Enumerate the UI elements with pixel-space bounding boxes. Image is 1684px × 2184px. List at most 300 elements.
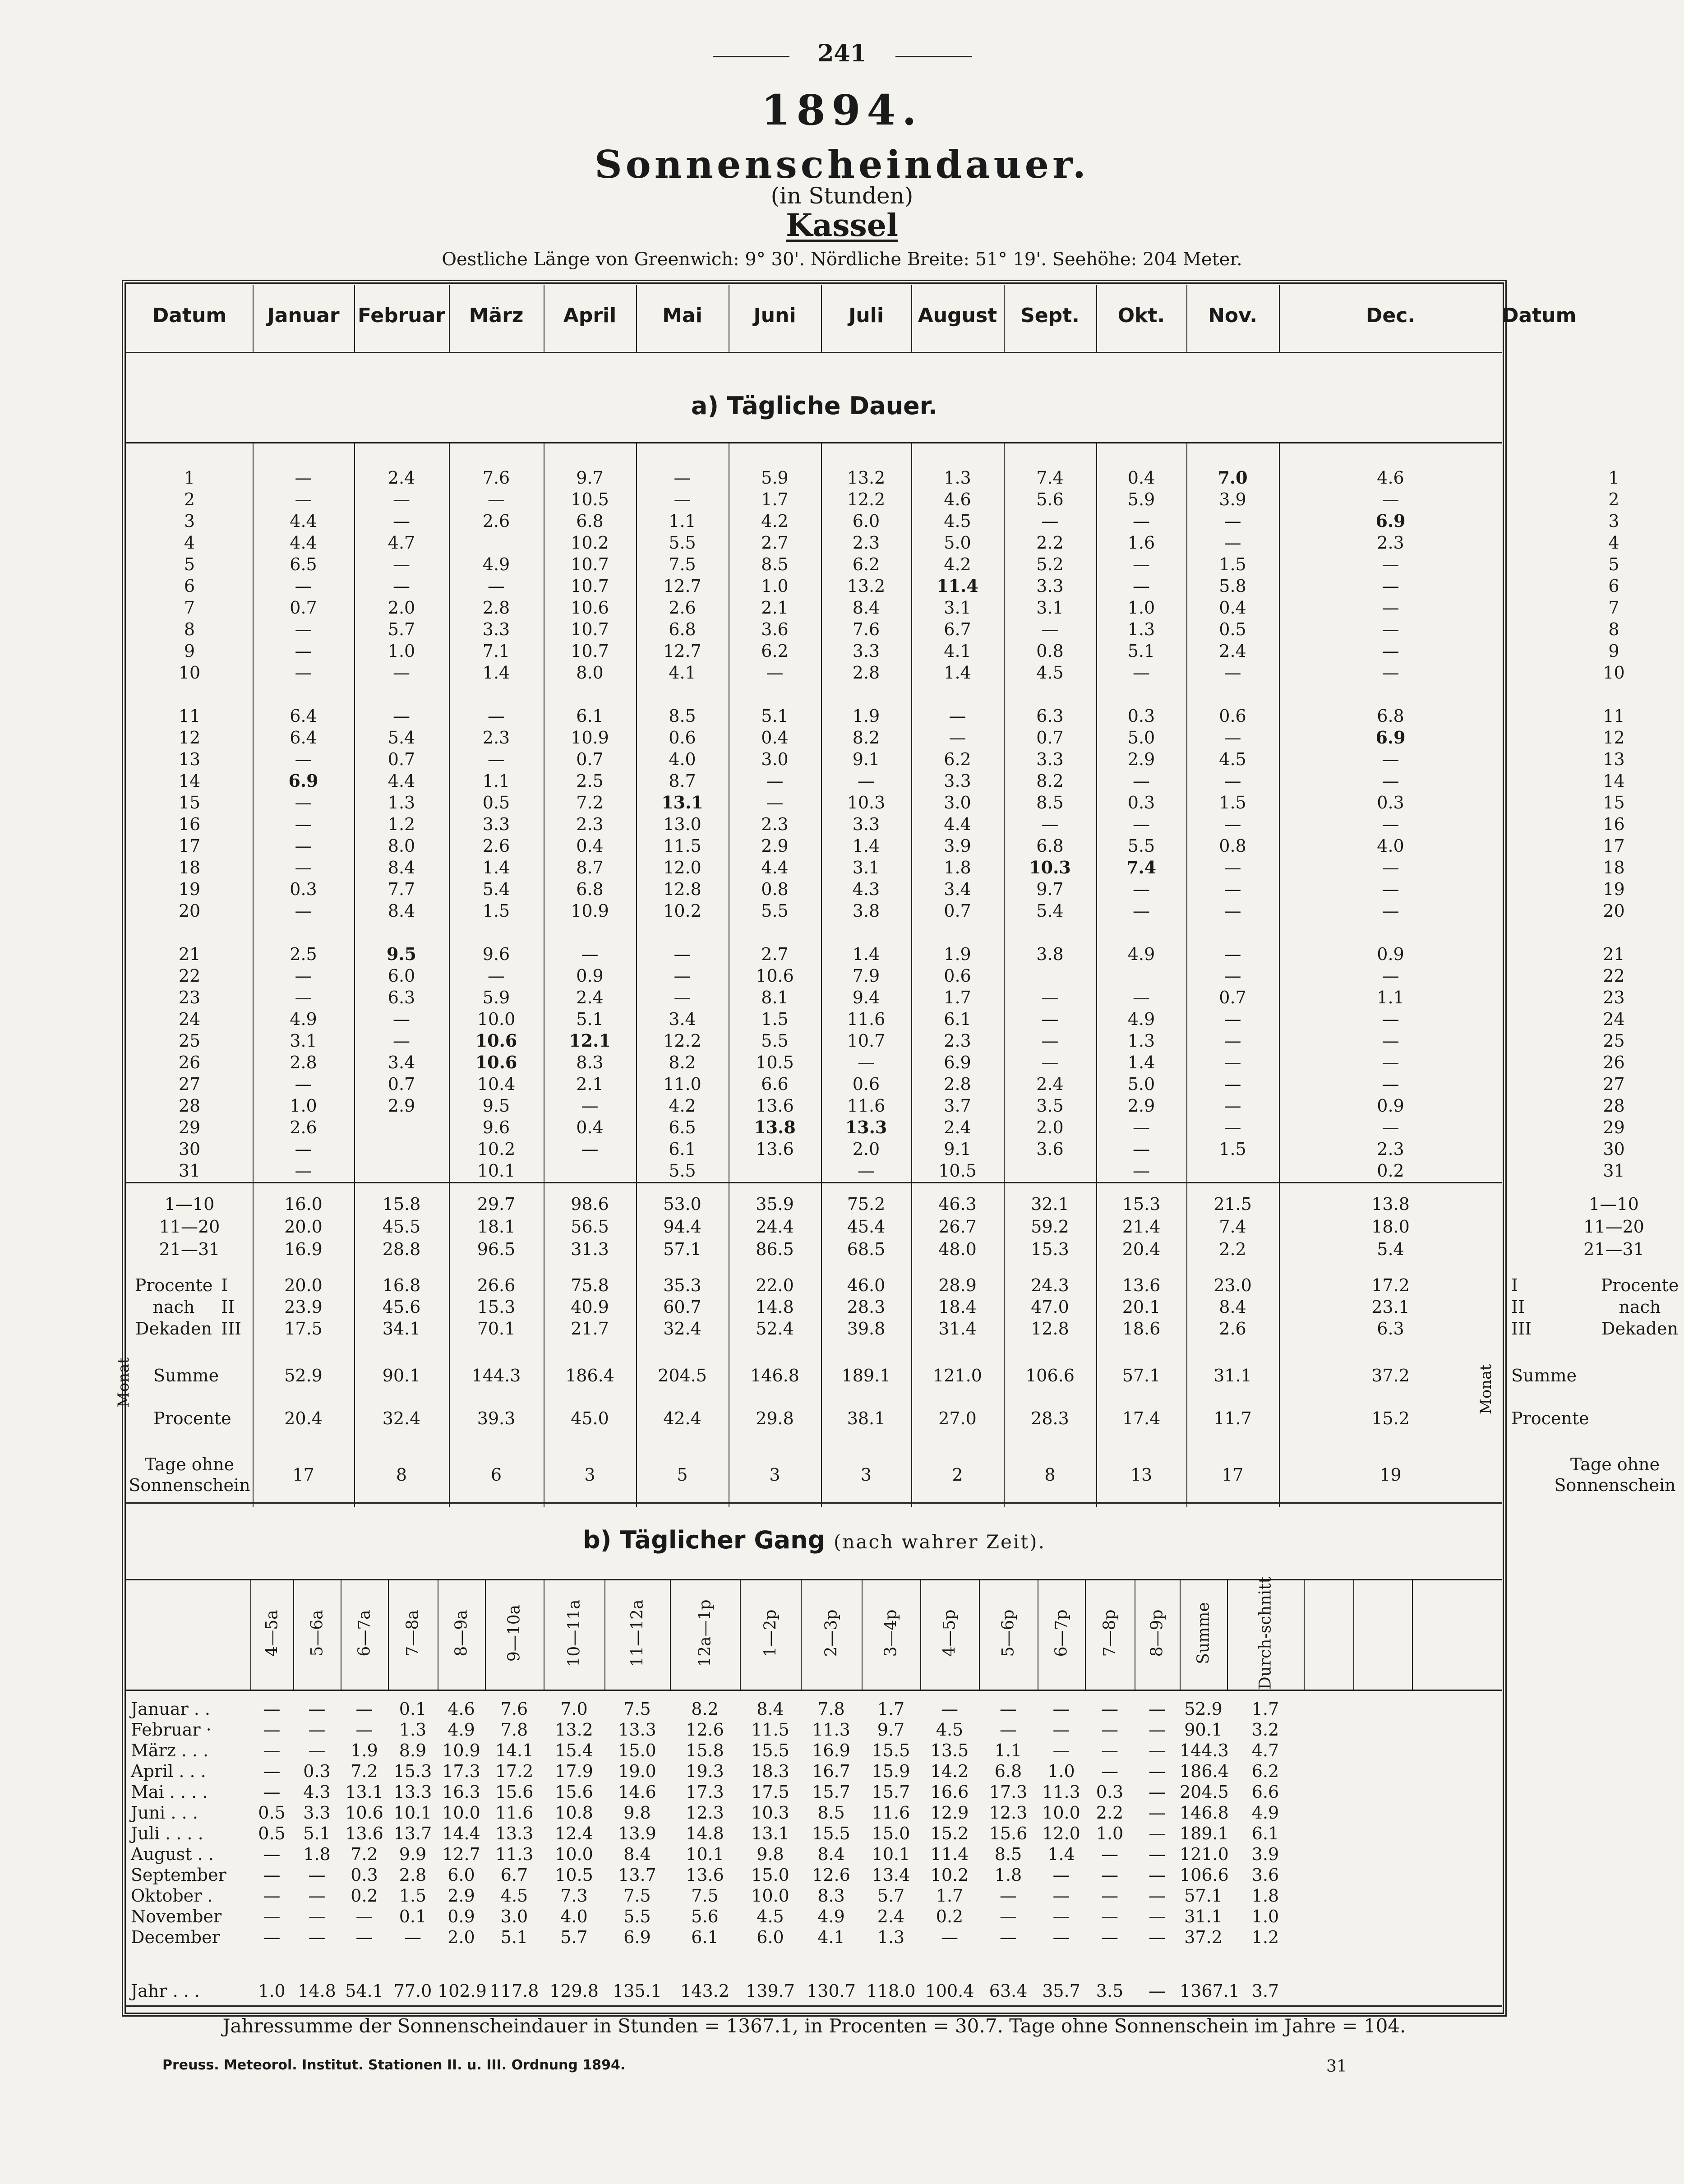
daily-cell: 11.6: [847, 1096, 886, 1116]
daily-cell: —: [295, 468, 312, 488]
hourly-cell: 7.2: [351, 1761, 378, 1781]
day-label-right: 20: [1603, 901, 1625, 921]
percent-cell: 70.1: [477, 1319, 516, 1339]
daily-cell: 1.3: [388, 793, 415, 813]
daily-cell: 13.6: [756, 1096, 794, 1116]
day-label: 6: [184, 576, 195, 596]
hour-header-label: 6—7p: [1052, 1609, 1070, 1657]
hourly-cell: 12.9: [930, 1803, 969, 1823]
hourly-cell: —: [1101, 1699, 1118, 1719]
hourly-cell: 8.5: [817, 1803, 845, 1823]
daily-cell: 1.4: [944, 663, 971, 683]
daily-cell: 8.5: [669, 706, 696, 726]
decade-cell: 94.4: [663, 1217, 701, 1237]
percent-cell: 17.5: [284, 1319, 323, 1339]
daily-cell: —: [1382, 901, 1399, 921]
daily-cell: 0.7: [944, 901, 971, 921]
hourly-cell: —: [404, 1927, 421, 1947]
daily-cell: 1.8: [944, 858, 971, 877]
daily-cell: 4.9: [1127, 944, 1155, 964]
percent-cell: 28.9: [938, 1275, 977, 1295]
hourly-cell: 7.0: [560, 1699, 588, 1719]
daily-cell: 1.7: [944, 988, 971, 1007]
daily-cell: 8.2: [852, 728, 880, 748]
daily-cell: 12.2: [847, 489, 886, 509]
daily-cell: 3.6: [761, 619, 789, 639]
daily-cell: —: [674, 944, 691, 964]
decade-cell: 53.0: [663, 1194, 701, 1214]
hourly-cell: —: [1101, 1927, 1118, 1947]
hourly-cell: 3.9: [1251, 1844, 1279, 1864]
hourly-cell: 0.2: [351, 1886, 378, 1906]
percent-cell: 28.3: [847, 1297, 886, 1317]
day-label: 2: [184, 489, 195, 509]
daily-cell: —: [295, 793, 312, 813]
hourly-cell: —: [1149, 1720, 1166, 1740]
day-label-right: 10: [1603, 663, 1625, 683]
daily-cell: 8.5: [1036, 793, 1064, 813]
percent-cell: 23.9: [284, 1297, 323, 1317]
daily-cell: 2.8: [482, 598, 510, 618]
decade-cell: 15.3: [1031, 1239, 1069, 1259]
daily-cell: —: [766, 663, 784, 683]
monat-procente-cell: 28.3: [1031, 1408, 1069, 1428]
day-label-right: 4: [1608, 533, 1619, 553]
day-label-right: 28: [1603, 1096, 1625, 1116]
hourly-cell: 54.1: [345, 1981, 383, 2001]
daily-cell: —: [393, 554, 410, 574]
hourly-cell: 10.6: [345, 1803, 383, 1823]
daily-cell: 5.0: [1127, 728, 1155, 748]
daily-cell: 6.8: [576, 511, 604, 531]
decade-label: 11—20: [159, 1217, 220, 1237]
hourly-cell: 5.1: [500, 1927, 528, 1947]
daily-cell: 3.1: [944, 598, 971, 618]
percent-cell: 52.4: [756, 1319, 794, 1339]
daily-cell: 10.5: [571, 489, 609, 509]
daily-cell: —: [766, 771, 784, 791]
decade-cell: 20.4: [1122, 1239, 1161, 1259]
day-label-right: 31: [1603, 1161, 1625, 1181]
day-label: 11: [178, 706, 201, 726]
hourly-cell: 13.2: [555, 1720, 593, 1740]
hourly-cell: —: [355, 1927, 373, 1947]
daily-cell: 2.6: [669, 598, 696, 618]
month-label: Oktober .: [131, 1886, 213, 1906]
hourly-cell: 13.7: [618, 1865, 656, 1885]
hour-header: [341, 1588, 388, 1678]
hourly-cell: 15.7: [812, 1782, 850, 1802]
percent-cell: 39.8: [847, 1319, 886, 1339]
hourly-cell: 0.5: [258, 1803, 286, 1823]
monat-summe-cell: 90.1: [382, 1366, 421, 1385]
hourly-cell: 4.3: [303, 1782, 331, 1802]
daily-cell: 1.9: [852, 706, 880, 726]
hourly-cell: 10.0: [555, 1844, 593, 1864]
daily-cell: —: [1382, 1117, 1399, 1137]
hourly-cell: 0.9: [448, 1907, 475, 1926]
hourly-cell: 1.0: [1251, 1907, 1279, 1926]
daily-cell: 0.7: [290, 598, 317, 618]
hourly-cell: —: [1149, 1844, 1166, 1864]
daily-cell: 9.5: [482, 1096, 510, 1116]
hourly-cell: 57.1: [1184, 1886, 1223, 1906]
column-header: Juni: [753, 304, 796, 327]
hourly-cell: —: [355, 1720, 373, 1740]
hourly-cell: —: [1101, 1761, 1118, 1781]
hourly-cell: 15.6: [555, 1782, 593, 1802]
daily-cell: 8.4: [388, 901, 415, 921]
day-label: 8: [184, 619, 195, 639]
hourly-cell: 15.5: [872, 1741, 910, 1760]
day-label: 31: [178, 1161, 201, 1181]
hourly-cell: 4.7: [1251, 1741, 1279, 1760]
daily-cell: 0.4: [576, 1117, 604, 1137]
hourly-header-bottom: [126, 1690, 1502, 1691]
daily-cell: —: [1224, 814, 1241, 834]
daily-cell: 10.5: [938, 1161, 977, 1181]
daily-cell: 3.3: [852, 641, 880, 661]
daily-cell: 6.3: [1036, 706, 1064, 726]
daily-cell: 4.1: [669, 663, 696, 683]
daily-cell: 1.1: [482, 771, 510, 791]
hour-header-label: 10—11a: [565, 1599, 583, 1667]
section-b-label: b) Täglicher Gang: [583, 1526, 826, 1554]
daily-cell: 2.3: [1377, 1139, 1404, 1159]
hourly-cell: 15.6: [989, 1824, 1028, 1843]
daily-cell: 2.9: [388, 1096, 415, 1116]
hourly-cell: 204.5: [1180, 1782, 1229, 1802]
hourly-bottom-rule: [126, 2005, 1502, 2007]
hourly-cell: —: [263, 1720, 281, 1740]
daily-cell: 5.2: [1036, 554, 1064, 574]
daily-cell: —: [393, 663, 410, 683]
day-label-right: 25: [1603, 1031, 1625, 1051]
day-label: 16: [178, 814, 201, 834]
hourly-cell: 100.4: [925, 1981, 974, 2001]
hour-header: [670, 1588, 740, 1678]
monat-procente-cell: 20.4: [284, 1408, 323, 1428]
daily-cell: 4.4: [290, 533, 317, 553]
hourly-cell: 11.5: [751, 1720, 789, 1740]
hourly-cell: 12.4: [555, 1824, 593, 1843]
hourly-cell: —: [308, 1927, 326, 1947]
hourly-cell: 3.5: [1096, 1981, 1124, 2001]
hour-header-label: 8—9a: [452, 1610, 471, 1657]
day-label: 14: [178, 771, 201, 791]
daily-cell: —: [1224, 663, 1241, 683]
daily-cell: 0.6: [1219, 706, 1246, 726]
hourly-cell: —: [1052, 1865, 1070, 1885]
daily-cell: 5.5: [1127, 836, 1155, 856]
hourly-cell: —: [1149, 1927, 1166, 1947]
daily-cell: —: [1224, 1096, 1241, 1116]
month-label: Jahr . . .: [131, 1981, 200, 2001]
daily-cell: —: [295, 489, 312, 509]
hour-header: [604, 1588, 670, 1678]
daily-cell: 12.8: [663, 879, 701, 899]
monat-summe-cell: 106.6: [1025, 1366, 1075, 1385]
hourly-cell: 12.6: [812, 1865, 850, 1885]
hourly-cell: 13.6: [686, 1865, 724, 1885]
hourly-cell: —: [1149, 1699, 1166, 1719]
percent-cell: 45.6: [382, 1297, 421, 1317]
hourly-cell: 7.5: [623, 1699, 651, 1719]
daily-cell: 0.4: [761, 728, 789, 748]
monat-summe-cell: 52.9: [284, 1366, 323, 1385]
procente-label-right: Procente: [1511, 1408, 1589, 1428]
station-coordinates: Oestliche Länge von Greenwich: 9° 30'. Nördliche Breite: 51° 19'. Seehöhe: 204 Meter.: [442, 249, 1242, 270]
year-heading: 1894.: [761, 86, 923, 134]
hourly-cell: 1.7: [1251, 1699, 1279, 1719]
section-a-rule: [126, 442, 1502, 443]
daily-cell: 5.4: [482, 879, 510, 899]
day-label: 27: [178, 1074, 201, 1094]
hourly-cell: 13.9: [618, 1824, 656, 1843]
hourly-cell: 117.8: [489, 1981, 539, 2001]
hourly-cell: 8.4: [623, 1844, 651, 1864]
hourly-cell: 186.4: [1180, 1761, 1229, 1781]
daily-cell: 6.8: [1036, 836, 1064, 856]
percent-cell: 13.6: [1122, 1275, 1161, 1295]
daily-cell: 2.0: [1036, 1117, 1064, 1137]
hourly-cell: 2.4: [877, 1907, 905, 1926]
hourly-cell: 3.7: [1251, 1981, 1279, 2001]
daily-cell: 6.4: [290, 706, 317, 726]
hourly-cell: 15.8: [686, 1741, 724, 1760]
hourly-cell: 0.1: [399, 1907, 427, 1926]
daily-cell: 9.1: [944, 1139, 971, 1159]
hourly-cell: —: [1149, 1907, 1166, 1926]
daily-cell: —: [1382, 879, 1399, 899]
daily-cell: —: [295, 988, 312, 1007]
hourly-cell: 6.0: [757, 1927, 784, 1947]
daily-cell: 7.0: [1218, 467, 1248, 488]
publisher-footer: Preuss. Meteorol. Institut. Stationen II. u. III. Ordnung 1894.: [162, 2057, 626, 2073]
day-label: 30: [178, 1139, 201, 1159]
daily-cell: —: [1224, 1053, 1241, 1072]
daily-cell: 5.5: [669, 1161, 696, 1181]
daily-cell: 2.3: [482, 728, 510, 748]
daily-cell: —: [858, 1053, 875, 1072]
daily-cell: 0.9: [1377, 944, 1404, 964]
daily-cell: 3.0: [944, 793, 971, 813]
percent-cell: 12.8: [1031, 1319, 1069, 1339]
daily-cell: 5.1: [576, 1009, 604, 1029]
daily-cell: —: [1224, 1074, 1241, 1094]
hourly-cell: —: [308, 1699, 326, 1719]
daily-cell: —: [393, 706, 410, 726]
percent-cell: 6.3: [1377, 1319, 1404, 1339]
hourly-cell: 1.9: [351, 1741, 378, 1760]
daily-cell: 11.4: [937, 576, 978, 596]
daily-cell: 10.4: [477, 1074, 516, 1094]
day-label: 24: [178, 1009, 201, 1029]
hourly-cell: 102.9: [438, 1981, 487, 2001]
daily-cell: —: [1382, 1074, 1399, 1094]
tage-ohne-cell: 3: [584, 1465, 595, 1485]
daily-cell: —: [1382, 598, 1399, 618]
day-label-right: 1: [1608, 468, 1619, 488]
daily-cell: 5.4: [1036, 901, 1064, 921]
daily-cell: —: [1382, 771, 1399, 791]
daily-cell: 1.4: [852, 836, 880, 856]
day-label-right: 14: [1603, 771, 1625, 791]
percent-cell: 23.1: [1371, 1297, 1410, 1317]
hourly-cell: —: [263, 1886, 281, 1906]
daily-cell: —: [1224, 901, 1241, 921]
day-label-right: 15: [1603, 793, 1625, 813]
hourly-cell: —: [263, 1741, 281, 1760]
daily-cell: 4.2: [761, 511, 789, 531]
daily-cell: 0.6: [852, 1074, 880, 1094]
percent-cell: 14.8: [756, 1297, 794, 1317]
decade-cell: 20.0: [284, 1217, 323, 1237]
hourly-cell: —: [308, 1907, 326, 1926]
decade-cell: 98.6: [571, 1194, 609, 1214]
hourly-cell: 0.1: [399, 1699, 427, 1719]
day-label: 7: [184, 598, 195, 618]
percent-cell: 18.6: [1122, 1319, 1161, 1339]
daily-cell: —: [1382, 1009, 1399, 1029]
hourly-cell: 14.2: [930, 1761, 969, 1781]
daily-cell: —: [295, 836, 312, 856]
percent-label: Dekaden: [135, 1319, 212, 1339]
hourly-cell: —: [1101, 1720, 1118, 1740]
hourly-cell: 14.4: [442, 1824, 480, 1843]
hourly-cell: 4.9: [448, 1720, 475, 1740]
daily-cell: —: [295, 1074, 312, 1094]
hour-header-label: 7—8p: [1100, 1609, 1119, 1657]
decade-cell: 2.2: [1219, 1239, 1246, 1259]
decade-cell: 29.7: [477, 1194, 516, 1214]
hourly-cell: 10.1: [872, 1844, 910, 1864]
hourly-cell: 5.1: [303, 1824, 331, 1843]
hourly-cell: —: [941, 1699, 958, 1719]
hour-header-label: Durch-schnitt: [1256, 1576, 1275, 1690]
percent-cell: 26.6: [477, 1275, 516, 1295]
decade-label-right: 21—31: [1583, 1239, 1644, 1259]
daily-cell: —: [581, 1096, 599, 1116]
daily-cell: 9.4: [852, 988, 880, 1007]
hourly-cell: 4.5: [500, 1886, 528, 1906]
tage-ohne-cell: 3: [860, 1465, 872, 1485]
daily-cell: 0.7: [388, 1074, 415, 1094]
hour-header: [1135, 1588, 1180, 1678]
header-bottom-rule: [126, 352, 1502, 353]
hourly-cell: 4.0: [560, 1907, 588, 1926]
decade-cell: 56.5: [571, 1217, 609, 1237]
hourly-cell: 17.2: [495, 1761, 534, 1781]
daily-cell: 6.5: [669, 1117, 696, 1137]
daily-cell: 3.3: [852, 814, 880, 834]
daily-cell: 3.3: [482, 619, 510, 639]
daily-cell: 12.1: [569, 1030, 611, 1051]
daily-cell: 2.6: [482, 836, 510, 856]
daily-cell: 1.3: [1127, 619, 1155, 639]
hourly-cell: —: [1052, 1720, 1070, 1740]
daily-cell: 13.1: [661, 792, 703, 813]
daily-cell: 1.1: [669, 511, 696, 531]
daily-cell: —: [1133, 1117, 1150, 1137]
decade-cell: 75.2: [847, 1194, 886, 1214]
daily-cell: —: [949, 706, 966, 726]
daily-cell: 3.5: [1036, 1096, 1064, 1116]
day-label: 19: [178, 879, 201, 899]
hourly-cell: —: [1149, 1782, 1166, 1802]
daily-cell: 5.1: [1127, 641, 1155, 661]
daily-cell: 4.6: [1377, 468, 1404, 488]
hourly-cell: —: [1000, 1699, 1017, 1719]
daily-cell: 5.5: [669, 533, 696, 553]
daily-cell: 0.3: [1377, 793, 1404, 813]
daily-cell: —: [1382, 663, 1399, 683]
daily-cell: 6.7: [944, 619, 971, 639]
hourly-cell: 7.5: [691, 1886, 719, 1906]
daily-cell: 3.3: [1036, 749, 1064, 769]
hourly-cell: 2.8: [399, 1865, 427, 1885]
hour-header: [1227, 1576, 1304, 1690]
hourly-cell: 15.9: [872, 1761, 910, 1781]
hour-header: [1038, 1588, 1085, 1678]
monat-word: Monat: [115, 1357, 133, 1408]
decade-cell: 35.9: [756, 1194, 794, 1214]
tage-ohne-cell: 17: [292, 1465, 314, 1485]
daily-cell: 6.1: [576, 706, 604, 726]
daily-cell: —: [949, 728, 966, 748]
daily-cell: —: [1382, 576, 1399, 596]
day-label: 20: [178, 901, 201, 921]
hourly-cell: 2.2: [1096, 1803, 1124, 1823]
hourly-cell: 11.4: [930, 1844, 969, 1864]
percent-cell: 47.0: [1031, 1297, 1069, 1317]
hourly-cell: —: [1149, 1886, 1166, 1906]
daily-cell: 13.0: [663, 814, 701, 834]
hourly-cell: 15.7: [872, 1782, 910, 1802]
daily-cell: 10.5: [756, 1053, 794, 1072]
tage-label: Tage ohne: [144, 1454, 235, 1474]
daily-cell: 4.9: [482, 554, 510, 574]
daily-cell: 3.0: [761, 749, 789, 769]
daily-cell: 8.5: [761, 554, 789, 574]
column-header: Mai: [662, 304, 702, 327]
daily-cell: 2.4: [944, 1117, 971, 1137]
daily-cell: 7.6: [852, 619, 880, 639]
hourly-cell: 11.6: [872, 1803, 910, 1823]
daily-cell: —: [295, 1139, 312, 1159]
day-label-right: 23: [1603, 988, 1625, 1007]
monat-procente-cell: 15.2: [1371, 1408, 1410, 1428]
hourly-cell: 16.7: [812, 1761, 850, 1781]
column-header: Juli: [849, 304, 884, 327]
hourly-cell: 0.3: [303, 1761, 331, 1781]
hourly-cell: 6.1: [1251, 1824, 1279, 1843]
day-label: 9: [184, 641, 195, 661]
daily-cell: 4.0: [669, 749, 696, 769]
daily-cell: 2.3: [852, 533, 880, 553]
daily-cell: 12.7: [663, 576, 701, 596]
tage-ohne-cell: 6: [490, 1465, 502, 1485]
daily-cell: 3.6: [1036, 1139, 1064, 1159]
hourly-cell: 14.1: [495, 1741, 534, 1760]
daily-cell: 2.2: [1036, 533, 1064, 553]
daily-cell: —: [1133, 511, 1150, 531]
hourly-cell: 0.3: [1096, 1782, 1124, 1802]
hourly-cell: 7.8: [817, 1699, 845, 1719]
hourly-cell: 15.2: [930, 1824, 969, 1843]
decade-cell: 59.2: [1031, 1217, 1069, 1237]
column-header: Datum: [152, 304, 227, 327]
